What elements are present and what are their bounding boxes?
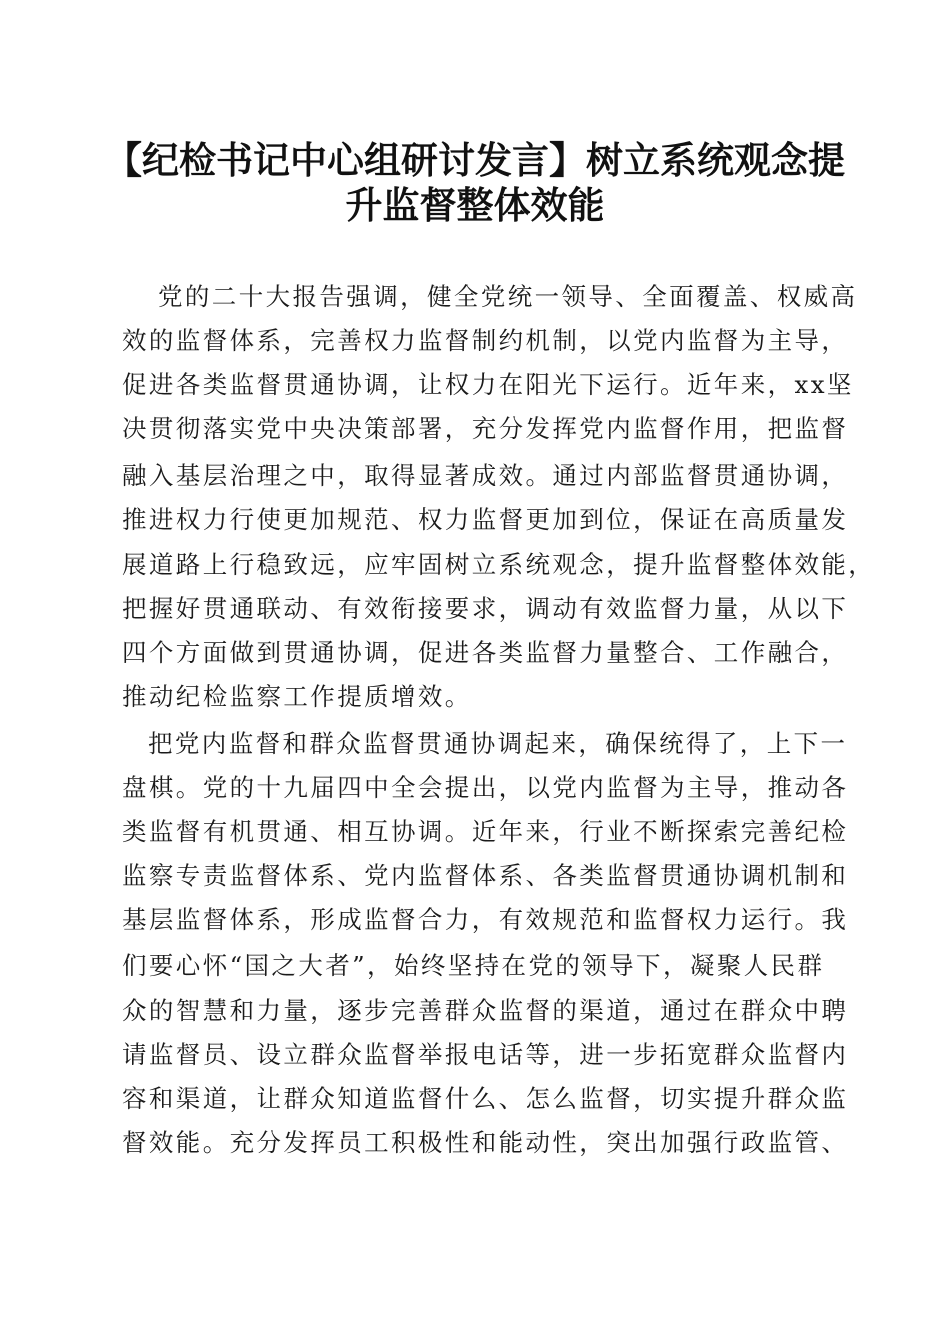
document-title-line-2: 升监督整体效能 [345,183,605,227]
paragraph-1-line: 推进权力行使更加规范、权力监督更加到位，保证在高质量发 [122,505,849,534]
paragraph-1-line: 推动纪检监察工作提质增效。 [122,682,472,711]
paragraph-2-line: 盘棋。党的十九届四中全会提出，以党内监督为主导，推动各 [122,773,849,802]
paragraph-1-line: 融入基层治理之中，取得显著成效。通过内部监督贯通协调， [122,461,849,490]
paragraph-1-line: 效的监督体系，完善权力监督制约机制，以党内监督为主导， [122,326,849,355]
paragraph-2-line: 监察专责监督体系、党内监督体系、各类监督贯通协调机制和 [122,861,849,890]
paragraph-1-line: 决贯彻落实党中央决策部署，充分发挥党内监督作用，把监督 [122,414,849,443]
paragraph-2-line: 请监督员、设立群众监督举报电话等，进一步拓宽群众监督内 [122,1040,849,1069]
paragraph-2-line: 类监督有机贯通、相互协调。近年来，行业不断探索完善纪检 [122,817,849,846]
paragraph-2-line: 基层监督体系，形成监督合力，有效规范和监督权力运行。我 [122,905,849,934]
paragraph-2-line: 们要心怀“国之大者”，始终坚持在党的领导下，凝聚人民群 [122,951,825,980]
paragraph-1-line: 党的二十大报告强调，健全党统一领导、全面覆盖、权威高 [158,282,858,311]
paragraph-1-line: 展道路上行稳致远，应牢固树立系统观念，提升监督整体效能， [122,550,876,579]
paragraph-2-line: 督效能。充分发挥员工积极性和能动性，突出加强行政监管、 [122,1128,849,1157]
paragraph-1-line: 把握好贯通联动、有效衔接要求，调动有效监督力量，从以下 [122,594,849,623]
paragraph-1-line: 促进各类监督贯通协调，让权力在阳光下运行。近年来，xx坚 [122,370,854,399]
paragraph-1-line: 四个方面做到贯通协调，促进各类监督力量整合、工作融合， [122,638,849,667]
paragraph-2-line: 容和渠道，让群众知道监督什么、怎么监督，切实提升群众监 [122,1084,849,1113]
paragraph-2-line: 把党内监督和群众监督贯通协调起来，确保统得了，上下一 [148,729,848,758]
paragraph-2-line: 众的智慧和力量，逐步完善群众监督的渠道，通过在群众中聘 [122,996,849,1025]
document-title-line-1: 【纪检书记中心组研讨发言】树立系统观念提 [105,138,845,182]
